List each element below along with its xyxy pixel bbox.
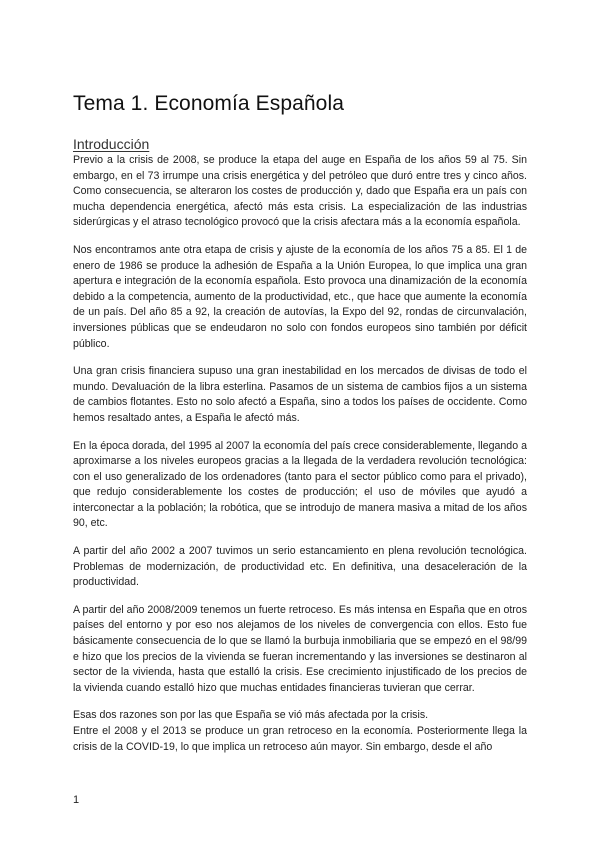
paragraph: A partir del año 2002 a 2007 tuvimos un serio estancamiento en plena revolución tecnológica. Problemas de modernización, de productividad etc. En definitiva, una desaceleración de la productividad.	[73, 545, 527, 589]
paragraph: Entre el 2008 y el 2013 se produce un gran retroceso en la economía. Posteriormente llega la crisis de la COVID-19, lo que implica un retroceso aún mayor. Sin embargo, desde el año	[73, 725, 527, 753]
paragraph: A partir del año 2008/2009 tenemos un fuerte retroceso. Es más intensa en España que en otros países del entorno y por eso nos alejamos de los niveles de convergencia con ellos. Esto fue básicamente consecuencia de lo que se llamó la burbuja inmobiliaria que se empezó en el 98/99 e hizo que los precios de la vivienda se fueran incrementando y las inversiones se destinaron al sector de la vivienda, hasta que estalló la crisis. Ese crecimiento injustificado de los precios de la vivienda cuando estalló hizo que muchas entidades financieras tuvieran que cerrar.	[73, 603, 527, 694]
paragraph: Esas dos razones son por las que España se vió más afectada por la crisis.	[73, 709, 429, 722]
paragraph: En la época dorada, del 1995 al 2007 la economía del país crece considerablemente, llegando a aproximarse a los niveles europeos gracias a la llegada de la verdadera revolución tecnológica: con el uso generalizado de los ordenadores (tanto para el sector público como para el privado), que redujo considerablemente los costes de producción; el uso de móviles que ayudó a interconectar a la población; la robótica, que se introdujo de manera masiva a mitad de los años 90, etc.	[73, 439, 527, 530]
paragraph: Previo a la crisis de 2008, se produce la etapa del auge en España de los años 59 al 75. Sin embargo, en el 73 irrumpe una crisis energética y del petróleo que duró entre tres y cinco años. Como consecuencia, se alteraron los costes de producción y, dado que España era un país con mucha dependencia energética, afectó más esta crisis. La especialización de las industrias siderúrgicas y el atraso tecnológico provocó que la crisis afectara más a la economía española.	[73, 154, 527, 229]
document-page	[73, 0, 527, 848]
section-heading: Introducción	[73, 136, 150, 152]
document-title: Tema 1. Economía Española	[73, 92, 344, 115]
document-body	[73, 153, 527, 767]
paragraph: Nos encontramos ante otra etapa de crisis y ajuste de la economía de los años 75 a 85. El 1 de enero de 1986 se produce la adhesión de España a la Unión Europea, lo que implica una gran apertura e integración de la economía española. Esto provoca una dinamización de la economía debido a la competencia, aumento de la productividad, etc., que hace que aumente la economía de un país. Del año 85 a 92, la creación de autovías, la Expo del 92, rondas de circunvalación, inversiones públicas que se endeudaron no solo con fondos europeos sino también por déficit público.	[73, 243, 527, 350]
paragraph: Una gran crisis financiera supuso una gran inestabilidad en los mercados de divisas de todo el mundo. Devaluación de la libra esterlina. Pasamos de un sistema de cambios fijos a un sistema de cambios flotantes. Esto no solo afectó a España, sino a todos los países de occidente. Como hemos resaltado antes, a España le afectó más.	[73, 365, 527, 424]
page-number: 1	[73, 794, 80, 806]
